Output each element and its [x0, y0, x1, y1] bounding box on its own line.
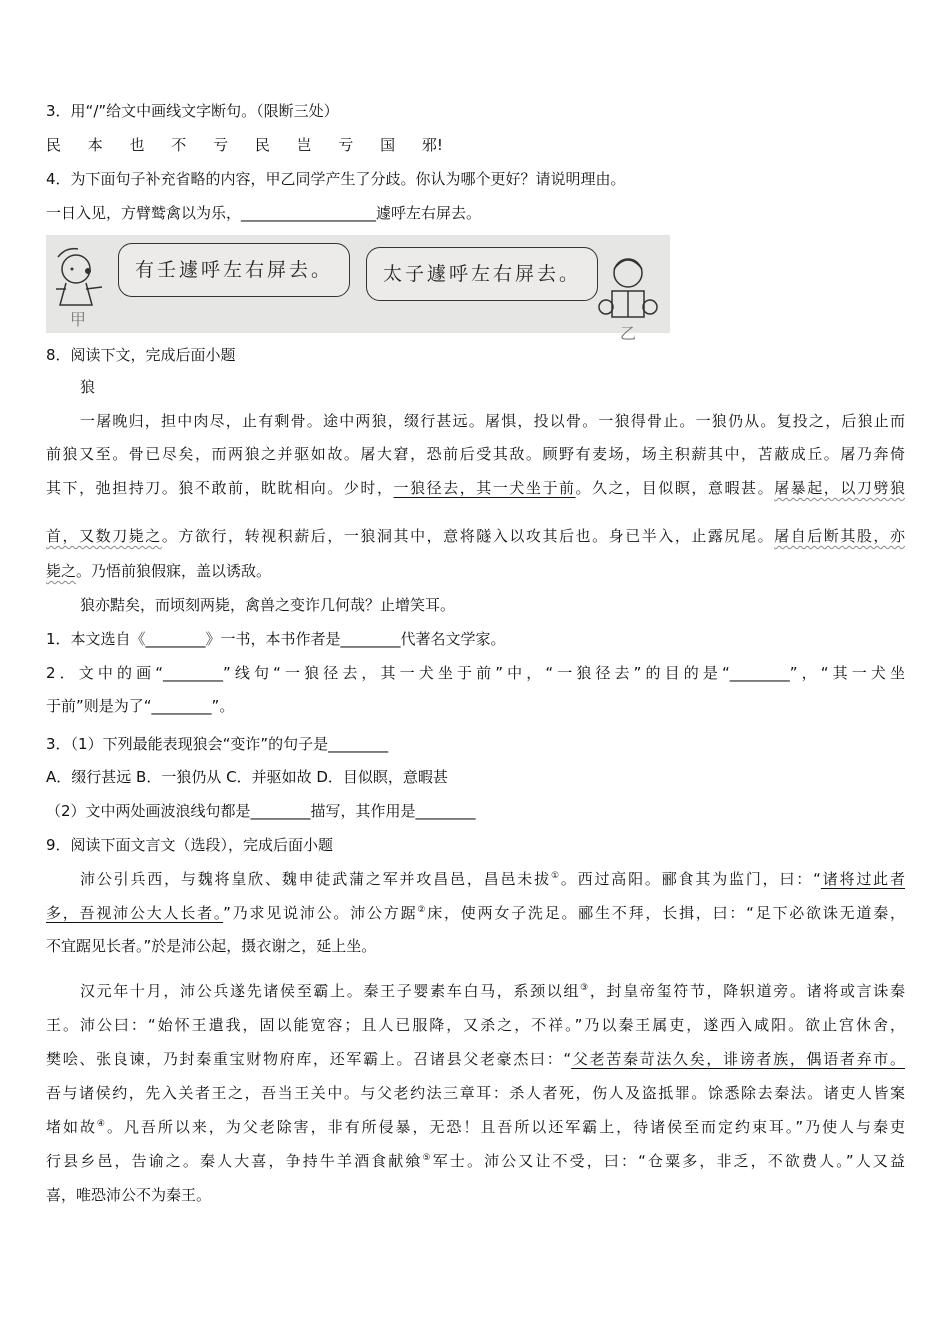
text-segment: 军士。沛公又让不受，曰：“仓粟多，非乏，不欲费人。”人又益: [432, 1152, 905, 1170]
text-segment: 。凡吾所以来，为父老除害，非有所侵暴，无恐！且吾所以还军霸上，待诸侯至而定约束耳。”乃使人与秦吏: [106, 1118, 905, 1136]
text-segment: 堵如故: [46, 1118, 97, 1136]
question-1: [46, 622, 905, 656]
text-segment: 樊哙、张良谏，乃封秦重宝财物府库，还军霸上。召诸县父老豪杰曰：“: [46, 1050, 572, 1068]
section-8-heading: [46, 338, 905, 372]
question-2: [46, 656, 905, 690]
text-segment: 。乃悟前狼假寐，盖以诱敌。: [76, 562, 272, 580]
wavy-underlined-text: 首，又数刀毙之: [46, 527, 162, 545]
text-segment: 一日入见，方臂鹫禽以为乐，: [46, 204, 242, 222]
text-segment: 于前”则是为了“________”。: [46, 697, 235, 715]
text-segment: 不宜踞见长者。”於是沛公起，摄衣谢之，延上坐。: [46, 937, 377, 955]
text-segment: ，封皇帝玺符节，降轵道旁。诸将或言诛秦: [589, 982, 905, 1000]
text-segment: A．缀行甚远 B．一狼仍从 C．并驱如故 D．目似瞑，意暇甚: [46, 768, 448, 786]
text-segment: 吾与诸侯约，先入关者王之，吾当王关中。与父老约法三章耳：杀人者死，伤人及盗抵罪。馀悉除去秦法。诸吏人皆案: [46, 1084, 905, 1102]
passage-line: [46, 519, 905, 553]
passage-line: [46, 1076, 905, 1110]
dialogue-illustration: [46, 235, 670, 343]
question-3-1: [46, 727, 905, 761]
speech-bubble-yi: 太子遽呼左右屏去。: [366, 247, 598, 301]
text-segment: （2）文中两处画波浪线句都是________描写，其作用是________: [46, 802, 476, 820]
text-segment: 。方欲行，转视积薪后，一狼洞其中，意将隧入以攻其后也。身已半入，止露尻尾。: [161, 527, 775, 545]
question-3-prompt: [46, 94, 905, 128]
question-2-cont: [46, 689, 905, 723]
text-segment: 王。沛公曰：“始怀王遣我，固以能宽容；且人已服降，又杀之，不祥。”乃以秦王属吏，遂西入咸阳。欲止宫休舍，: [46, 1016, 905, 1034]
wavy-underlined-text: 屠暴起，以刀劈狼: [774, 479, 905, 497]
passage-line: [80, 862, 905, 896]
label-yi: 乙: [620, 324, 637, 343]
text-segment: 3．（1）下列最能表现狼会“变诈”的句子是________: [46, 735, 389, 753]
question-3-sentence: [46, 128, 905, 162]
passage-line: [46, 1042, 905, 1076]
text-segment: 狼: [80, 378, 96, 396]
passage-line: [46, 437, 905, 471]
text-segment: 。久之，目似瞑，意暇甚。: [575, 479, 775, 497]
passage-line: [46, 1144, 905, 1178]
speech-bubble-jia: 有壬遽呼左右屏去。: [118, 243, 350, 297]
footnote-marker: ②: [417, 905, 428, 915]
text-segment: 狼亦黠矣，而顷刻两毙，禽兽之变诈几何哉？止增笑耳。: [80, 596, 456, 614]
question-3-2: [46, 794, 905, 828]
text-segment: 床，使两女子洗足。郦生不拜，长揖，曰：“足下必欲诛无道秦，: [427, 904, 905, 922]
text-segment: 一屠晚归，担中肉尽，止有剩骨。途中两狼，缀行甚远。屠惧，投以骨。一狼得骨止。一狼仍从。复投之，后狼止而: [80, 412, 905, 430]
passage-line: [80, 404, 905, 438]
passage-line: [80, 588, 905, 622]
question-3-options: [46, 760, 905, 794]
footnote-marker: ③: [580, 983, 590, 993]
passage-line: [46, 1110, 905, 1144]
underlined-text: 诸将过此者: [820, 870, 905, 888]
passage-line: [46, 896, 905, 930]
footnote-marker: ⑤: [422, 1153, 433, 1163]
text-segment: 3．用“/”给文中画线文字断句。（限断三处）: [46, 102, 339, 120]
passage-line: [46, 1178, 905, 1212]
text-segment: ”乃求见说沛公。沛公方踞: [223, 904, 418, 922]
text-segment: 前狼又至。骨已尽矣，而两狼之并驱如故。屠大窘，恐前后受其敌。顾野有麦场，场主积薪其中，苫蔽成丘。屠乃奔倚: [46, 445, 905, 463]
passage-line: [46, 554, 905, 588]
passage-line: [80, 974, 905, 1008]
text-segment: 遽呼左右屏去。: [376, 204, 482, 222]
text-segment: 1．本文选自《________》一书，本书作者是________代著名文学家。: [46, 630, 506, 648]
question-4-prompt: [46, 162, 905, 196]
question-4-sentence: [46, 196, 905, 230]
boy-yi-icon: [592, 235, 662, 333]
footnote-marker: ①: [550, 871, 561, 881]
text-segment: 沛公引兵西，与魏将皇欣、魏申徒武蒲之军并攻昌邑，昌邑未拔: [80, 870, 551, 888]
text-segment: 4．为下面句子补充省略的内容，甲乙同学产生了分歧。你认为哪个更好？请说明理由。: [46, 170, 626, 188]
passage-title: [80, 370, 905, 404]
text-segment: 行县乡邑，告谕之。秦人大喜，争持牛羊酒食献飨: [46, 1152, 423, 1170]
text-segment: 喜，唯恐沛公不为秦王。: [46, 1186, 212, 1204]
underlined-text: 多，吾视沛公大人长者。: [46, 904, 224, 922]
passage-line: [46, 471, 905, 505]
wavy-underlined-text: 屠自后断其股，亦: [774, 527, 905, 545]
footnote-marker: ④: [96, 1119, 107, 1129]
text-segment: 2．文中的画“________”线句“一狼径去，其一犬坐于前”中，“一狼径去”的目的是“________”，“其一犬坐: [46, 664, 905, 682]
passage-line: [46, 929, 905, 963]
wavy-underlined-text: 毙之: [46, 562, 77, 580]
text-segment: 其下，弛担持刀。狼不敢前，眈眈相向。少时，: [46, 479, 394, 497]
text-segment: 汉元年十月，沛公兵遂先诸侯至霸上。秦王子婴素车白马，系颈以组: [80, 982, 581, 1000]
label-jia: 甲: [70, 310, 87, 329]
section-9-heading: [46, 828, 905, 862]
text-segment: 9．阅读下面文言文（选段），完成后面小题: [46, 836, 334, 854]
underlined-text: 父老苦秦苛法久矣，诽谤者族，偶语者弃市。: [571, 1050, 905, 1068]
text-segment: __________________: [241, 204, 377, 222]
underlined-text: 一狼径去，其一犬坐于前: [393, 479, 576, 497]
text-segment: 8．阅读下文，完成后面小题: [46, 346, 236, 364]
passage-line: [46, 1008, 905, 1042]
text-segment: 民 本 也 不 亏 民 岂 亏 国 邪!: [46, 136, 443, 154]
text-segment: 。西过高阳。郦食其为监门，曰：“: [560, 870, 821, 888]
